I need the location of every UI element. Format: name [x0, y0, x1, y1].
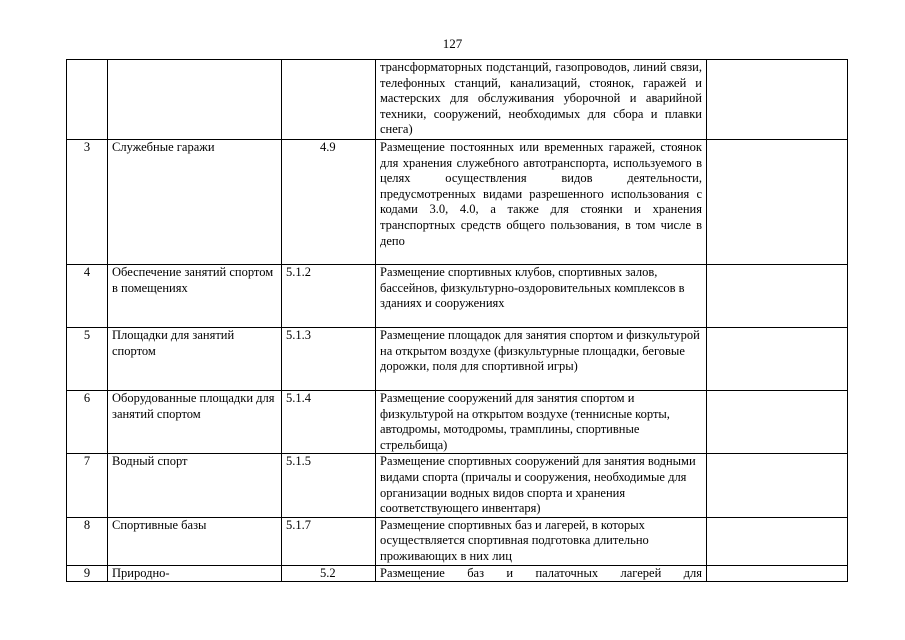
land-use-name: Обеспечение занятий спортом в помещениях — [108, 265, 282, 328]
land-use-description: Размещение спортивных клубов, спортивных залов, бассейнов, физкультурно-оздоровительных комплексов в зданиях и сооружениях — [376, 265, 707, 328]
note-cell — [707, 565, 848, 582]
row-number: 8 — [67, 517, 108, 565]
note-cell — [707, 140, 848, 265]
table-row — [67, 265, 848, 328]
land-use-table — [66, 59, 848, 582]
note-cell — [707, 517, 848, 565]
land-use-code: 5.1.3 — [282, 328, 376, 391]
land-use-code: 5.1.2 — [282, 265, 376, 328]
land-use-description: Размещение постоянных или временных гаражей, стоянок для хранения служебного автотранспорта, используемого в целях осуществления видов деятельности, предусмотренных видами разрешенного использования с кодами 3.0, 4.0, а также для стоянки и хранения транспортных средств общего пользования, в том числе в депо — [376, 140, 707, 265]
land-use-description: Размещение баз и палаточных лагерей для — [376, 565, 707, 582]
land-use-description: Размещение спортивных сооружений для занятия водными видами спорта (причалы и сооружения, необходимые для организации водных видов спорта и хранения соответствующего инвентаря) — [376, 454, 707, 517]
land-use-code — [282, 60, 376, 140]
land-use-name: Природно- — [108, 565, 282, 582]
row-number: 5 — [67, 328, 108, 391]
row-number: 3 — [67, 140, 108, 265]
table-row — [67, 391, 848, 454]
land-use-code: 5.2 — [282, 565, 376, 582]
land-use-description: Размещение сооружений для занятия спортом и физкультурой на открытом воздухе (теннисные корты, автодромы, мотодромы, трамплины, спортивные стрельбища) — [376, 391, 707, 454]
land-use-name — [108, 60, 282, 140]
table-row — [67, 454, 848, 517]
table-row — [67, 140, 848, 265]
land-use-code: 4.9 — [282, 140, 376, 265]
row-number — [67, 60, 108, 140]
land-use-code: 5.1.5 — [282, 454, 376, 517]
land-use-name: Площадки для занятий спортом — [108, 328, 282, 391]
page-number: 127 — [442, 36, 463, 51]
row-number: 4 — [67, 265, 108, 328]
table-row — [67, 565, 848, 582]
row-number: 7 — [67, 454, 108, 517]
note-cell — [707, 328, 848, 391]
note-cell — [707, 265, 848, 328]
row-number: 6 — [67, 391, 108, 454]
land-use-name: Спортивные базы — [108, 517, 282, 565]
land-use-description: Размещение площадок для занятия спортом и физкультурой на открытом воздухе (физкультурные площадки, беговые дорожки, поля для спортивной игры) — [376, 328, 707, 391]
note-cell — [707, 454, 848, 517]
row-number: 9 — [67, 565, 108, 582]
note-cell — [707, 391, 848, 454]
land-use-code: 5.1.4 — [282, 391, 376, 454]
land-use-name: Оборудованные площадки для занятий спортом — [108, 391, 282, 454]
land-use-code: 5.1.7 — [282, 517, 376, 565]
table-row — [67, 328, 848, 391]
land-use-description: Размещение спортивных баз и лагерей, в которых осуществляется спортивная подготовка длительно проживающих в них лиц — [376, 517, 707, 565]
land-use-name: Служебные гаражи — [108, 140, 282, 265]
table-row — [67, 60, 848, 140]
table-row — [67, 517, 848, 565]
land-use-name: Водный спорт — [108, 454, 282, 517]
note-cell — [707, 60, 848, 140]
land-use-description: трансформаторных подстанций, газопроводов, линий связи, телефонных станций, канализаций, стоянок, гаражей и мастерских для обслуживания уборочной и аварийной техники, сооружений, необходимых для сбора и плавки снега) — [376, 60, 707, 140]
